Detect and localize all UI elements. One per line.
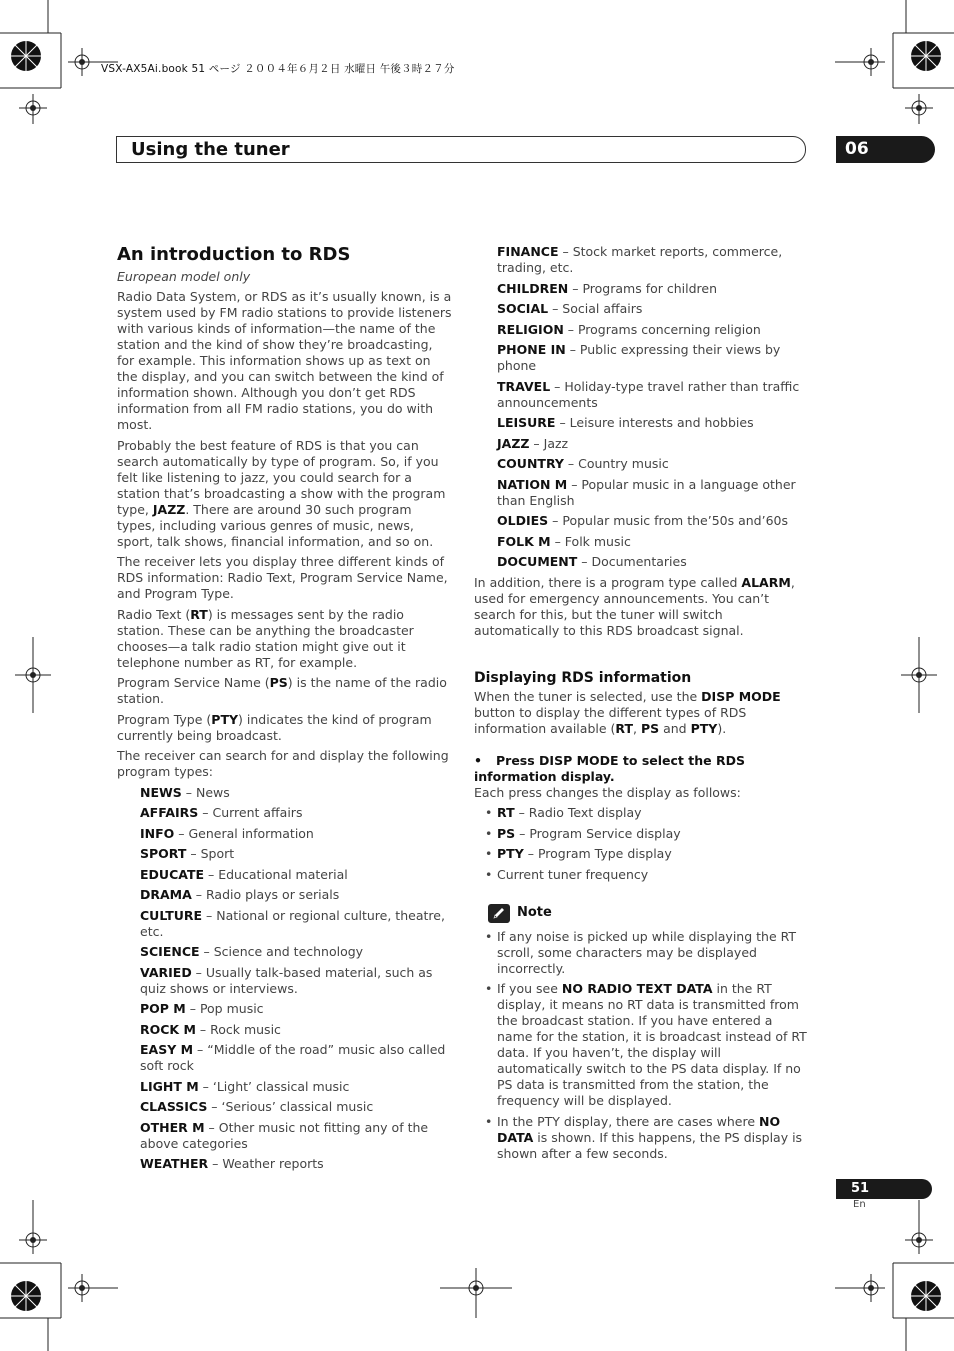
note-item: • In the PTY display, there are cases where NO DATA is shown. If this happens, the PS display is shown after a few seconds.: [474, 1114, 808, 1162]
list-item: JAZZ – Jazz: [497, 435, 569, 451]
language-code: En: [853, 1199, 866, 1210]
note-item: • If any noise is picked up while displaying the RT scroll, some characters may be displayed incorrectly.: [474, 929, 808, 977]
subsection-title: Displaying RDS information: [474, 669, 692, 686]
note-list: [474, 929, 808, 1162]
section-title: An introduction to RDS: [117, 244, 351, 265]
paragraph-disp-mode: When the tuner is selected, use the DISP MODE button to display the different types of RDS information available (RT, PS and PTY).: [474, 688, 781, 736]
left-column: [117, 244, 453, 1177]
paragraph-rt: Radio Text (RT) is messages sent by the radio station. These can be anything the broadcaster chooses—a talk radio station might give out it telephone number as RT, for example.: [117, 606, 414, 670]
note-item: • If you see NO RADIO TEXT DATA in the RT display, it means no RT data is transmitted from the broadcast station. If you have entered a name for the station, it is broadcast instead of RT data. If you haven’t, the display will automatically switch to the PS data display. If no PS data is transmitted from the station, the frequency will be displayed.: [474, 981, 808, 1109]
paragraph-search: Probably the best feature of RDS is that you can search automatically by type of program. So, if you felt like listening to jazz, you could search for a station that’s broadcasting a show with the program type, JAZZ. There are around 30 such program types, including various genres of music, news, sport, talk shows, financial information, and so on.: [117, 437, 446, 549]
program-type-list-right: [474, 244, 808, 570]
list-item: CLASSICS – ‘Serious’ classical music: [140, 1099, 374, 1114]
list-item: NEWS – News: [140, 784, 230, 800]
list-item: ROCK M – Rock music: [140, 1021, 281, 1037]
paragraph-each-press: Each press changes the display as follows:: [474, 784, 741, 800]
list-item: RELIGION – Programs concerning religion: [497, 321, 761, 337]
pencil-note-icon: [488, 904, 510, 923]
list-item: DRAMA – Radio plays or serials: [140, 887, 340, 902]
list-item: LEISURE – Leisure interests and hobbies: [497, 415, 754, 430]
list-item: SCIENCE – Science and technology: [140, 944, 364, 959]
list-item: TRAVEL – Holiday-type travel rather than traffic announcements: [497, 378, 800, 410]
list-item: LIGHT M – ‘Light’ classical music: [140, 1078, 350, 1094]
paragraph-pty: Program Type (PTY) indicates the kind of program currently being broadcast.: [117, 711, 432, 743]
right-column: [474, 244, 808, 1166]
list-item: CHILDREN – Programs for children: [497, 280, 718, 296]
list-item: SPORT – Sport: [140, 846, 235, 861]
list-item: FINANCE – Stock market reports, commerce, trading, etc.: [497, 244, 783, 275]
list-item: • Current tuner frequency: [474, 867, 808, 883]
list-item: • PS – Program Service display: [474, 826, 808, 842]
paragraph-intro: Radio Data System, or RDS as it’s usually known, is a system used by FM radio stations to provide listeners with various kinds of information—the name of the station and the kind of show they’re broadcasting, for example. This information shows up as text on the display, and you can switch between the kind of information shown. Although you don’t get RDS information from all FM radio stations, you do with most.: [117, 289, 452, 432]
paragraph-alarm: In addition, there is a program type called ALARM, used for emergency announcements. You can’t search for this, but the tuner will switch automatically to this RDS broadcast signal.: [474, 574, 795, 638]
note-header: [488, 904, 808, 923]
list-item: WEATHER – Weather reports: [140, 1156, 324, 1171]
chapter-number: 06: [836, 136, 935, 163]
list-item: EASY M – “Middle of the road” music also called soft rock: [140, 1042, 446, 1073]
paragraph-types-intro: The receiver can search for and display the following program types:: [117, 748, 449, 779]
list-item: OLDIES – Popular music from the’50s and’60s: [497, 513, 788, 528]
list-item: DOCUMENT – Documentaries: [497, 554, 687, 569]
paragraph-ps: Program Service Name (PS) is the name of the radio station.: [117, 675, 447, 706]
list-item: EDUCATE – Educational material: [140, 866, 348, 882]
list-item: CULTURE – National or regional culture, theatre, etc.: [140, 907, 445, 939]
page-number: 51: [836, 1179, 932, 1199]
list-item: AFFAIRS – Current affairs: [140, 805, 303, 820]
list-item: • PTY – Program Type display: [474, 846, 808, 862]
list-item: NATION M – Popular music in a language other than English: [497, 476, 796, 508]
paragraph-kinds: The receiver lets you display three different kinds of RDS information: Radio Text, Program Service Name, and Program Type.: [117, 554, 448, 601]
list-item: INFO – General information: [140, 825, 314, 841]
chapter-header: [116, 136, 806, 163]
list-item: COUNTRY – Country music: [497, 456, 669, 471]
list-item: POP M – Pop music: [140, 1001, 264, 1016]
model-note: European model only: [117, 269, 251, 284]
list-item: PHONE IN – Public expressing their views by phone: [497, 342, 781, 373]
list-item: • RT – Radio Text display: [474, 805, 808, 821]
list-item: VARIED – Usually talk-based material, such as quiz shows or interviews.: [140, 964, 433, 996]
instruction-step: • Press DISP MODE to select the RDS information display.: [474, 752, 745, 784]
list-item: SOCIAL – Social affairs: [497, 301, 643, 316]
print-header: VSX-AX5Ai.book 51 ページ ２００４年６月２日 水曜日 午後３時２７分: [101, 63, 455, 75]
list-item: FOLK M – Folk music: [497, 533, 631, 549]
program-type-list-left: [117, 785, 453, 1173]
display-mode-list: [474, 805, 808, 883]
chapter-title: Using the tuner: [131, 139, 290, 160]
list-item: OTHER M – Other music not fitting any of the above categories: [140, 1119, 429, 1151]
note-label: Note: [517, 905, 552, 920]
